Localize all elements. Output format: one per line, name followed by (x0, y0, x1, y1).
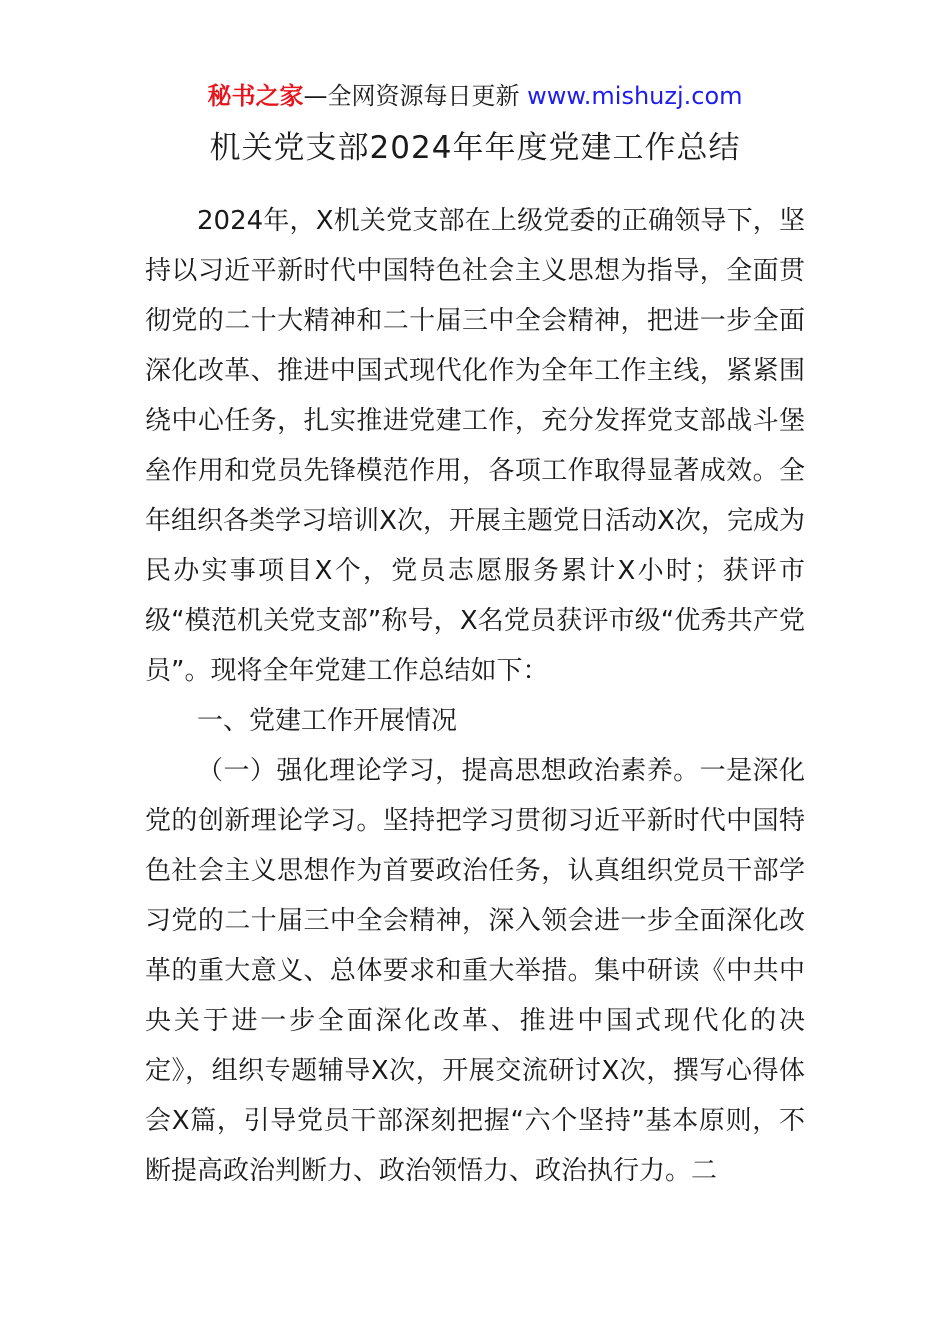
document-body (145, 196, 805, 1196)
section-heading: 一、党建工作开展情况 (197, 706, 458, 736)
document-title: 机关党支部2024年年度党建工作总结 (209, 130, 741, 166)
intro-paragraph: 2024年，X机关党支部在上级党委的正确领导下，坚持以习近平新时代中国特色社会主义思想为指导，全面贯彻党的二十大精神和二十届三中全会精神，把进一步全面深化改革、推进中国式现代化作为全年工作主线，紧紧围绕中心任务，扎实推进党建工作，充分发挥党支部战斗堡垒作用和党员先锋模范作用，各项工作取得显著成效。全年组织各类学习培训X次，开展主题党日活动X次，完成为民办实事项目X个，党员志愿服务累计X小时；获评市级“模范机关党支部”称号，X名党员获评市级“优秀共产党员”。现将全年党建工作总结如下： (145, 206, 805, 686)
brand-name: 秘书之家 (207, 82, 304, 110)
site-url-link[interactable]: www.mishuzj.com (527, 82, 743, 110)
subsection-paragraph: （一）强化理论学习，提高思想政治素养。一是深化党的创新理论学习。坚持把学习贯彻习近平新时代中国特色社会主义思想作为首要政治任务，认真组织党员干部学习党的二十届三中全会精神，深入领会进一步全面深化改革的重大意义、总体要求和重大举措。集中研读《中共中央关于进一步全面深化改革、推进中国式现代化的决定》，组织专题辅导X次，开展交流研讨X次，撰写心得体会X篇，引导党员干部深刻把握“六个坚持”基本原则，不断提高政治判断力、政治领悟力、政治执行力。二 (145, 756, 805, 1186)
header-tagline: —全网资源每日更新 (303, 82, 520, 110)
header-banner (0, 80, 950, 112)
